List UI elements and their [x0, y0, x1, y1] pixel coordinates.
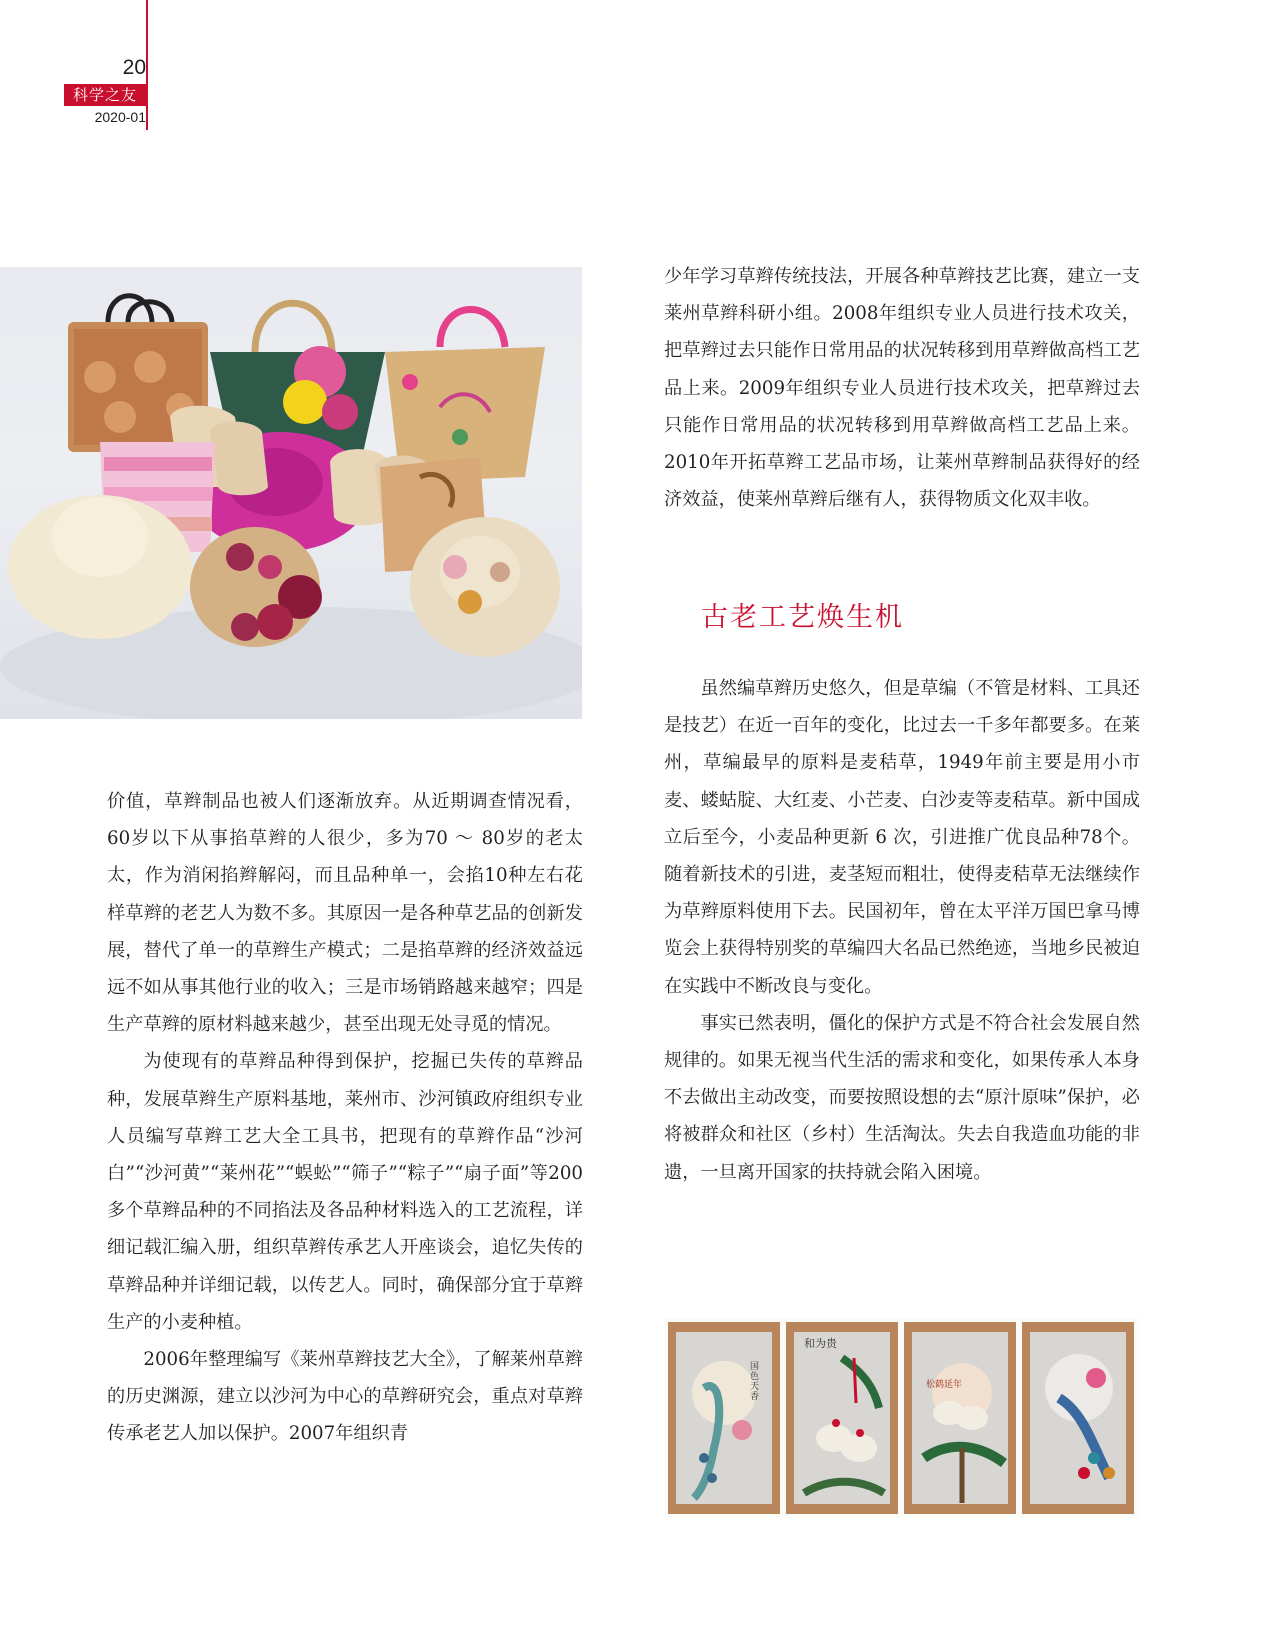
art-label-1: 国色天香	[750, 1362, 760, 1402]
art-label-3: 松鹤延年	[926, 1380, 963, 1390]
right-column-top	[664, 258, 1140, 518]
art-panels-illustration	[664, 1318, 1140, 1518]
crafts-photo	[0, 267, 582, 719]
right-column-bottom	[664, 670, 1140, 1191]
right-paragraph-3: 事实已然表明，僵化的保护方式是不符合社会发展自然规律的。如果无视当代生活的需求和变化，如果传承人本身不去做出主动改变，而要按照设想的去“原汁原味”保护，必将被群众和社区（乡村）生活淘汰。失去自我造血功能的非遗，一旦离开国家的扶持就会陷入困境。	[664, 1012, 1140, 1183]
page-number: 20	[122, 56, 146, 79]
issue-date: 2020-01	[94, 109, 146, 125]
crafts-illustration	[0, 267, 582, 719]
art-panels-photo	[664, 1318, 1140, 1518]
left-column	[107, 783, 583, 1453]
left-paragraph-2: 为使现有的草辫品种得到保护，挖掘已失传的草辫品种，发展草辫生产原料基地，莱州市、沙河镇政府组织专业人员编写草辫工艺大全工具书，把现有的草辫作品“沙河白”“沙河黄”“莱州花”“蜈蚣”“筛子”“粽子”“扇子面”等200多个草辫品种的不同掐法及各品种材料选入的工艺流程，详细记载汇编入册，组织草辫传承艺人开座谈会，追忆失传的草辫品种并详细记载，以传艺人。同时，确保部分宜于草辫生产的小麦种植。	[107, 1051, 583, 1333]
right-paragraph-1: 少年学习草辫传统技法，开展各种草辫技艺比赛，建立一支莱州草辫科研小组。2008年组织专业人员进行技术攻关，把草辫过去只能作日常用品的状况转移到用草辫做高档工艺品上来。2009年组织专业人员进行技术攻关，把草辫过去只能作日常用品的状况转移到用草辫做高档工艺品上来。2010年开拓草辫工艺品市场，让莱州草辫制品获得好的经济效益，使莱州草辫后继有人，获得物质文化双丰收。	[664, 266, 1140, 511]
header-rule	[146, 0, 148, 130]
right-paragraph-2: 虽然编草辫历史悠久，但是草编（不管是材料、工具还是技艺）在近一百年的变化，比过去一千多年都要多。在莱州，草编最早的原料是麦秸草，1949年前主要是用小市麦、蝼蛄腚、大红麦、小芒麦、白沙麦等麦秸草。新中国成立后至今，小麦品种更新 6 次，引进推广优良品种78个。随着新技术的引进，麦茎短而粗壮，使得麦秸草无法继续作为草辫原料使用下去。民国初年，曾在太平洋万国巴拿马博览会上获得特别奖的草编四大名品已然绝迹，当地乡民被迫在实践中不断改良与变化。	[664, 678, 1140, 997]
left-paragraph-1: 价值，草辫制品也被人们逐渐放弃。从近期调查情况看，60岁以下从事掐草辫的人很少，多为70 ～ 80岁的老太太，作为消闲掐辫解闷，而且品种单一，会掐10种左右花样草辫的老艺人为数不多。其原因一是各种草艺品的创新发展，替代了单一的草辫生产模式；二是掐草辫的经济效益远远不如从事其他行业的收入；三是市场销路越来越窄；四是生产草辫的原材料越来越少，甚至出现无处寻觅的情况。	[107, 791, 583, 1036]
section-heading: 古老工艺焕生机	[701, 602, 904, 633]
art-label-2: 和为贵	[804, 1337, 837, 1350]
magazine-name-badge: 科学之友	[64, 84, 146, 106]
left-paragraph-3: 2006年整理编写《莱州草辫技艺大全》，了解莱州草辫的历史渊源，建立以沙河为中心的草辫研究会，重点对草辫传承老艺人加以保护。2007年组织青	[107, 1349, 583, 1445]
